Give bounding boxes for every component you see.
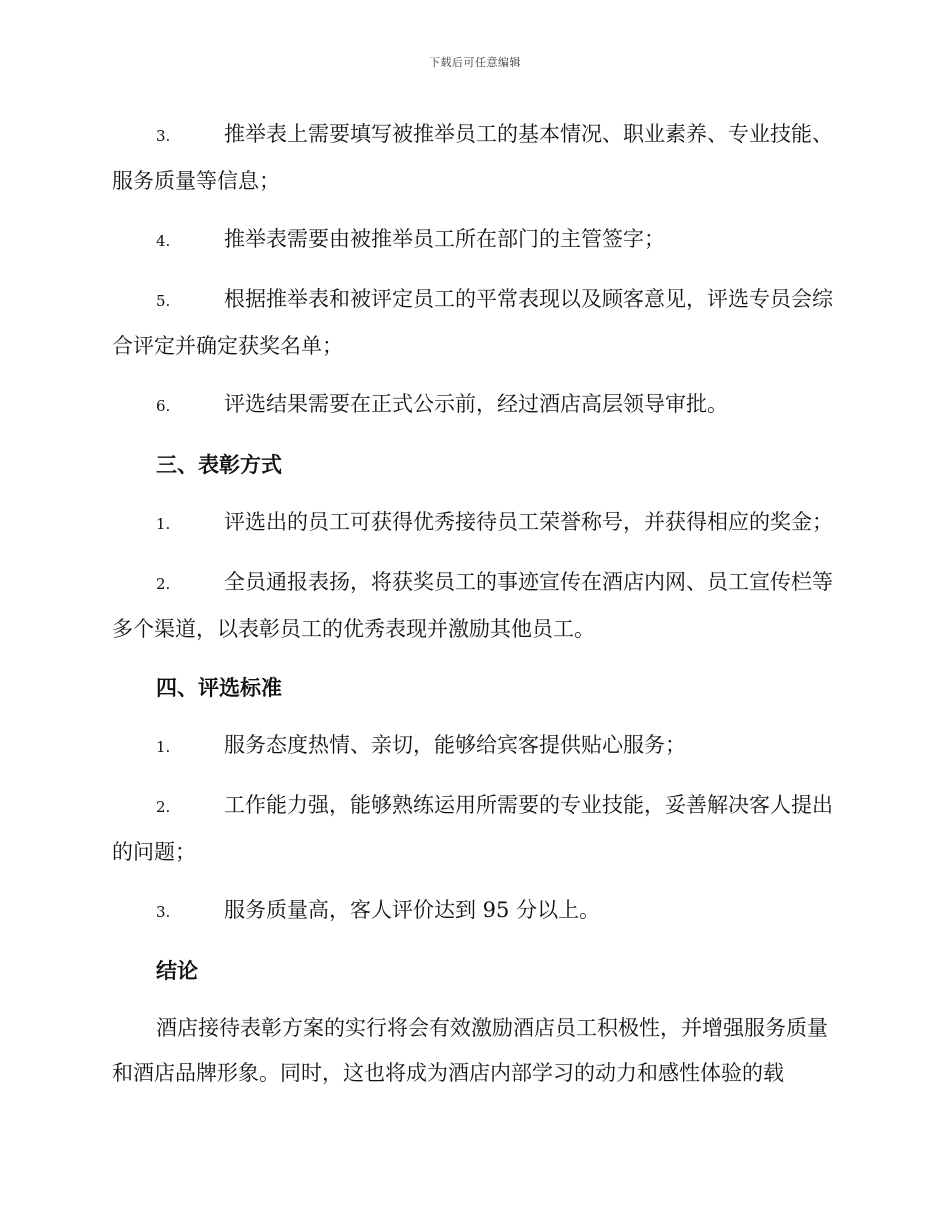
list-item-text: 服务质量高，客人评价达到 95 分以上。 xyxy=(224,898,601,922)
list-item-text: 评选结果需要在正式公示前，经过酒店高层领导审批。 xyxy=(224,392,728,416)
list-item xyxy=(112,783,834,875)
list-item-text: 根据推举表和被评定员工的平常表现以及顾客意见，评选专员会综合评定并确定获奖名单； xyxy=(112,287,833,358)
list-item-text: 全员通报表扬，将获奖员工的事迹宣传在酒店内网、员工宣传栏等多个渠道，以表彰员工的优秀表现并激励其他员工。 xyxy=(112,570,833,641)
list-item-number: 2. xyxy=(156,798,171,816)
section-heading-criteria: 四、评选标准 xyxy=(156,675,282,700)
list-item-text: 评选出的员工可获得优秀接待员工荣誉称号，并获得相应的奖金； xyxy=(224,510,833,534)
conclusion-paragraph: 酒店接待表彰方案的实行将会有效激励酒店员工积极性，并增强服务质量和酒店品牌形象。同时，这也将成为酒店内部学习的动力和感性体验的载 xyxy=(112,1016,828,1085)
list-item xyxy=(112,217,834,264)
list-item xyxy=(112,500,834,547)
document-body xyxy=(112,112,834,1096)
list-item-number: 6. xyxy=(156,397,171,415)
list-item-text: 推举表需要由被推举员工所在部门的主管签字； xyxy=(224,227,665,251)
page-header-note: 下载后可任意编辑 xyxy=(429,56,521,69)
list-item-number: 4. xyxy=(156,232,171,250)
list-item xyxy=(112,560,834,652)
list-item xyxy=(112,723,834,770)
list-item-number: 3. xyxy=(156,903,171,921)
section-heading-commendation: 三、表彰方式 xyxy=(156,452,282,477)
list-item xyxy=(112,888,834,935)
list-item xyxy=(112,382,834,429)
list-item-number: 5. xyxy=(156,292,171,310)
list-item xyxy=(112,277,834,369)
list-item-number: 1. xyxy=(156,515,171,533)
list-item-text: 推举表上需要填写被推举员工的基本情况、职业素养、专业技能、服务质量等信息； xyxy=(112,122,833,193)
list-item-number: 2. xyxy=(156,575,171,593)
list-item-number: 3. xyxy=(156,127,171,145)
list-item-text: 服务态度热情、亲切，能够给宾客提供贴心服务； xyxy=(224,733,686,757)
list-item xyxy=(112,112,834,204)
section-heading-conclusion: 结论 xyxy=(156,958,198,983)
list-item-text: 工作能力强，能够熟练运用所需要的专业技能，妥善解决客人提出的问题； xyxy=(112,793,833,864)
list-item-number: 1. xyxy=(156,738,171,756)
